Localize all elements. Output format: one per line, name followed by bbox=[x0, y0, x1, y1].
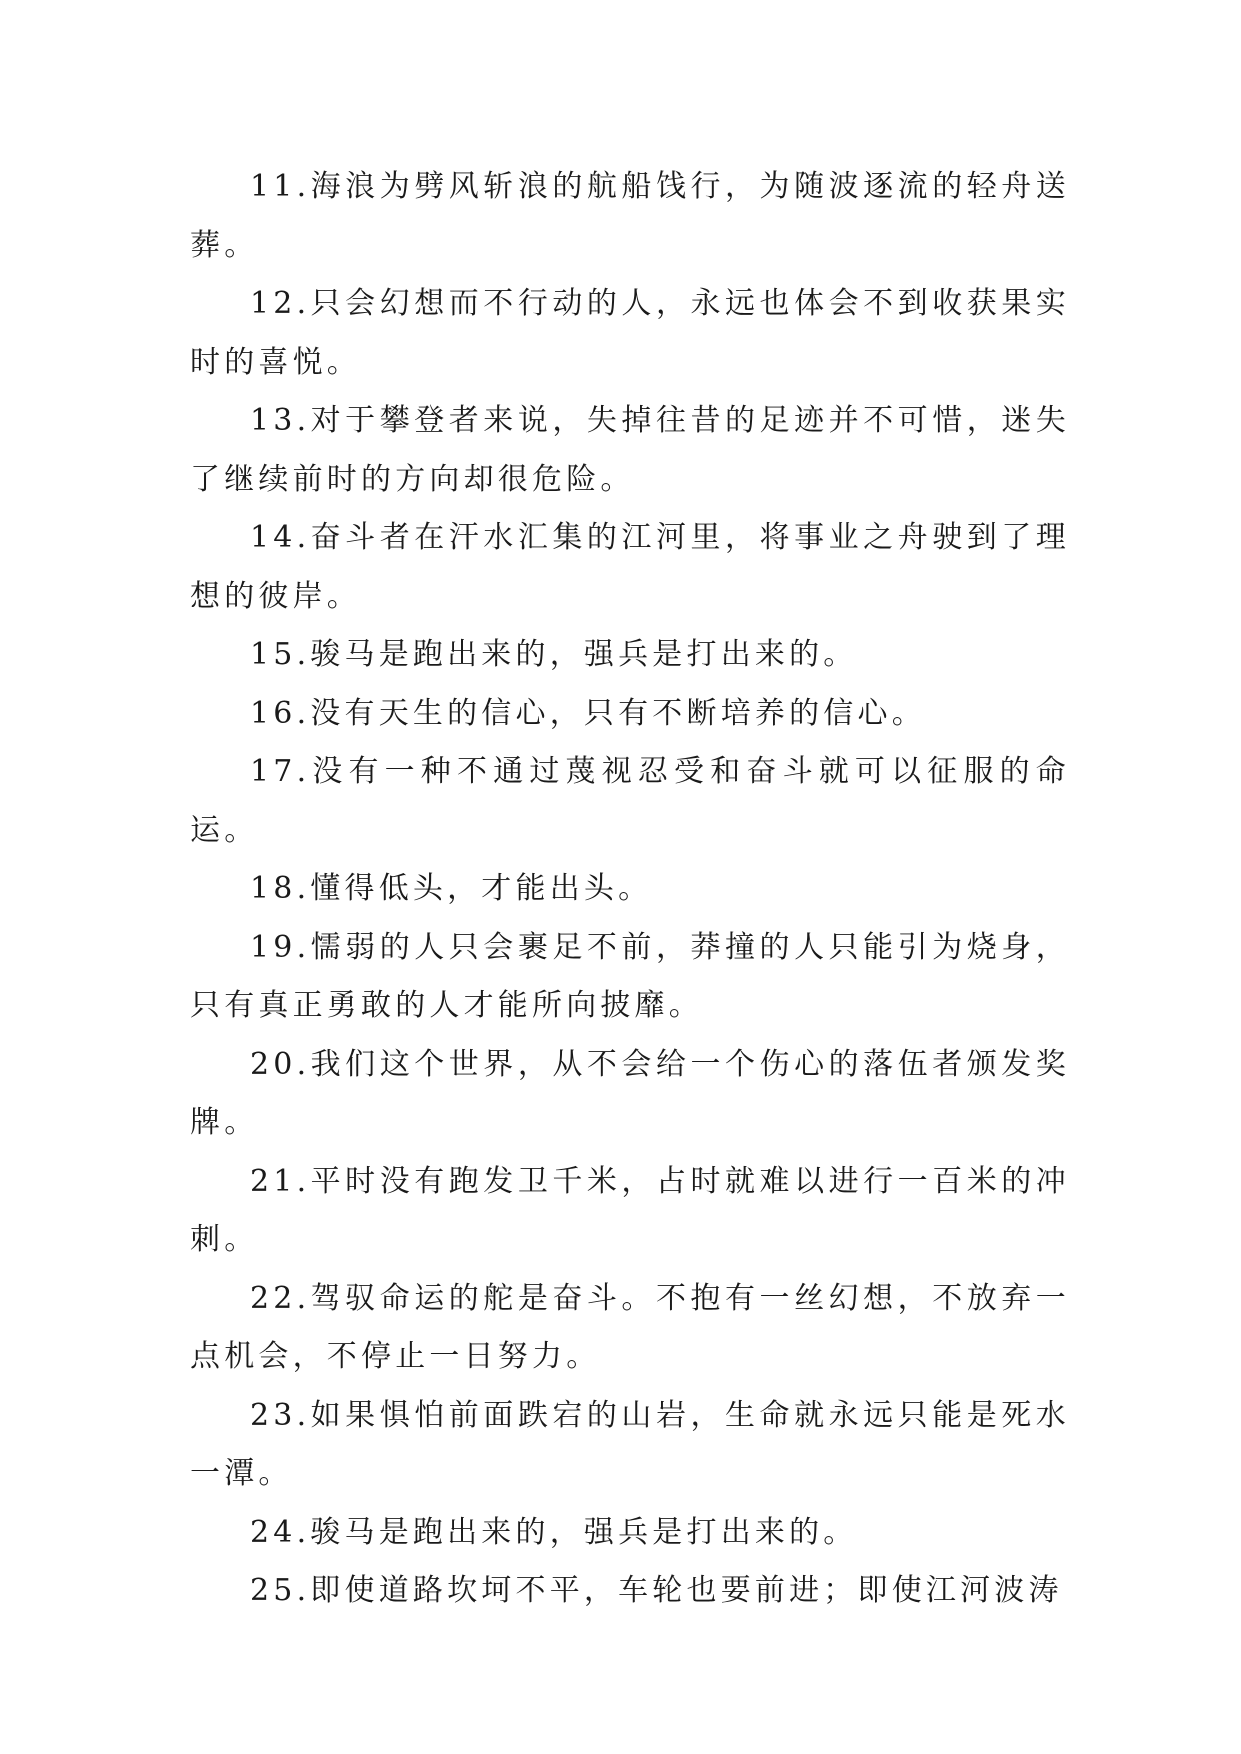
paragraph-22: 22.驾驭命运的舵是奋斗。不抱有一丝幻想，不放弃一点机会，不停止一日努力。 bbox=[190, 1280, 1070, 1374]
paragraph-24: 24.骏马是跑出来的，强兵是打出来的。 bbox=[250, 1514, 858, 1550]
paragraph-23: 23.如果惧怕前面跌宕的山岩，生命就永远只能是死水一潭。 bbox=[190, 1397, 1070, 1491]
paragraph-14: 14.奋斗者在汗水汇集的江河里，将事业之舟驶到了理想的彼岸。 bbox=[190, 520, 1070, 614]
document-body bbox=[190, 158, 1070, 1621]
paragraph-25: 25.即使道路坎坷不平，车轮也要前进；即使江河波涛 bbox=[250, 1573, 1063, 1608]
paragraph-17: 17.没有一种不通过蔑视忍受和奋斗就可以征服的命运。 bbox=[190, 754, 1070, 848]
paragraph-20: 20.我们这个世界，从不会给一个伤心的落伍者颁发奖牌。 bbox=[190, 1046, 1070, 1140]
paragraph-18: 18.懂得低头，才能出头。 bbox=[250, 871, 653, 906]
paragraph-12: 12.只会幻想而不行动的人，永远也体会不到收获果实时的喜悦。 bbox=[190, 286, 1070, 380]
paragraph-19: 19.懦弱的人只会裹足不前，莽撞的人只能引为烧身，只有真正勇敢的人才能所向披靡。 bbox=[190, 929, 1070, 1023]
paragraph-11: 11.海浪为劈风斩浪的航船饯行，为随波逐流的轻舟送葬。 bbox=[190, 169, 1070, 263]
paragraph-15: 15.骏马是跑出来的，强兵是打出来的。 bbox=[250, 637, 858, 672]
paragraph-13: 13.对于攀登者来说，失掉往昔的足迹并不可惜，迷失了继续前时的方向却很危险。 bbox=[190, 403, 1070, 497]
paragraph-16: 16.没有天生的信心，只有不断培养的信心。 bbox=[250, 695, 926, 731]
paragraph-21: 21.平时没有跑发卫千米，占时就难以进行一百米的冲刺。 bbox=[190, 1163, 1070, 1257]
